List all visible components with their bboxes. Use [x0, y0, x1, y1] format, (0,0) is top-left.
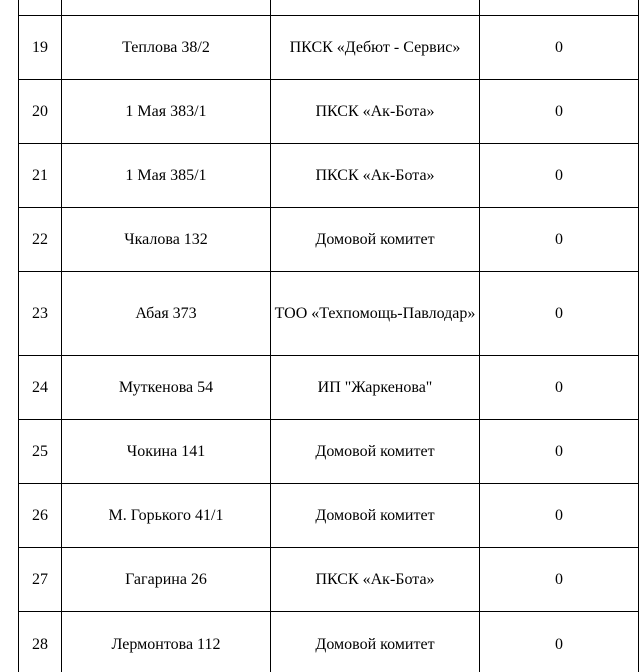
- address-cell: 1 Мая 385/1: [62, 144, 271, 208]
- value-cell: 0: [480, 356, 639, 420]
- row-number: 21: [19, 144, 62, 208]
- organization-cell: ПКСК «Ак-Бота»: [271, 144, 480, 208]
- value-cell: 0: [480, 548, 639, 612]
- row-number: 24: [19, 356, 62, 420]
- table-row: [19, 484, 639, 548]
- value-cell: 0: [480, 484, 639, 548]
- address-cell: М. Горького 41/1: [62, 484, 271, 548]
- address-cell: Абая 373: [62, 272, 271, 356]
- address-cell: Лермонтова 112: [62, 612, 271, 672]
- table-row: [19, 420, 639, 484]
- address-cell: Муткенова 54: [62, 356, 271, 420]
- organization-cell: ИП "Жаркенова": [271, 356, 480, 420]
- row-number: 26: [19, 484, 62, 548]
- value-cell: 0: [480, 80, 639, 144]
- organization-cell: ПКСК «Ак-Бота»: [271, 548, 480, 612]
- organization-cell: ТОО «Техпомощь-Павлодар»: [271, 272, 480, 356]
- table-row: [19, 612, 639, 672]
- table-row: [19, 80, 639, 144]
- row-number: 27: [19, 548, 62, 612]
- table-row: [19, 356, 639, 420]
- organization-cell: ПКСК «Дебют - Сервис»: [271, 16, 480, 80]
- table-row: [19, 208, 639, 272]
- value-cell: 0: [480, 16, 639, 80]
- table-row: [19, 16, 639, 80]
- row-number: 20: [19, 80, 62, 144]
- row-number: 28: [19, 612, 62, 672]
- organization-cell: Домовой комитет: [271, 420, 480, 484]
- table-cell: [480, 0, 639, 16]
- table-row-partial: [19, 0, 639, 16]
- organization-cell: Домовой комитет: [271, 612, 480, 672]
- value-cell: 0: [480, 144, 639, 208]
- table-row: [19, 144, 639, 208]
- table-row: [19, 548, 639, 612]
- value-cell: 0: [480, 420, 639, 484]
- organization-cell: Домовой комитет: [271, 484, 480, 548]
- housing-table: [18, 0, 639, 672]
- table-cell: [271, 0, 480, 16]
- address-cell: 1 Мая 383/1: [62, 80, 271, 144]
- row-number: 19: [19, 16, 62, 80]
- row-number: 23: [19, 272, 62, 356]
- row-number: 25: [19, 420, 62, 484]
- value-cell: 0: [480, 208, 639, 272]
- value-cell: 0: [480, 272, 639, 356]
- table-row: [19, 272, 639, 356]
- table-cell: [19, 0, 62, 16]
- table-cell: [62, 0, 271, 16]
- value-cell: 0: [480, 612, 639, 672]
- organization-cell: ПКСК «Ак-Бота»: [271, 80, 480, 144]
- address-cell: Чокина 141: [62, 420, 271, 484]
- address-cell: Гагарина 26: [62, 548, 271, 612]
- row-number: 22: [19, 208, 62, 272]
- organization-cell: Домовой комитет: [271, 208, 480, 272]
- address-cell: Теплова 38/2: [62, 16, 271, 80]
- address-cell: Чкалова 132: [62, 208, 271, 272]
